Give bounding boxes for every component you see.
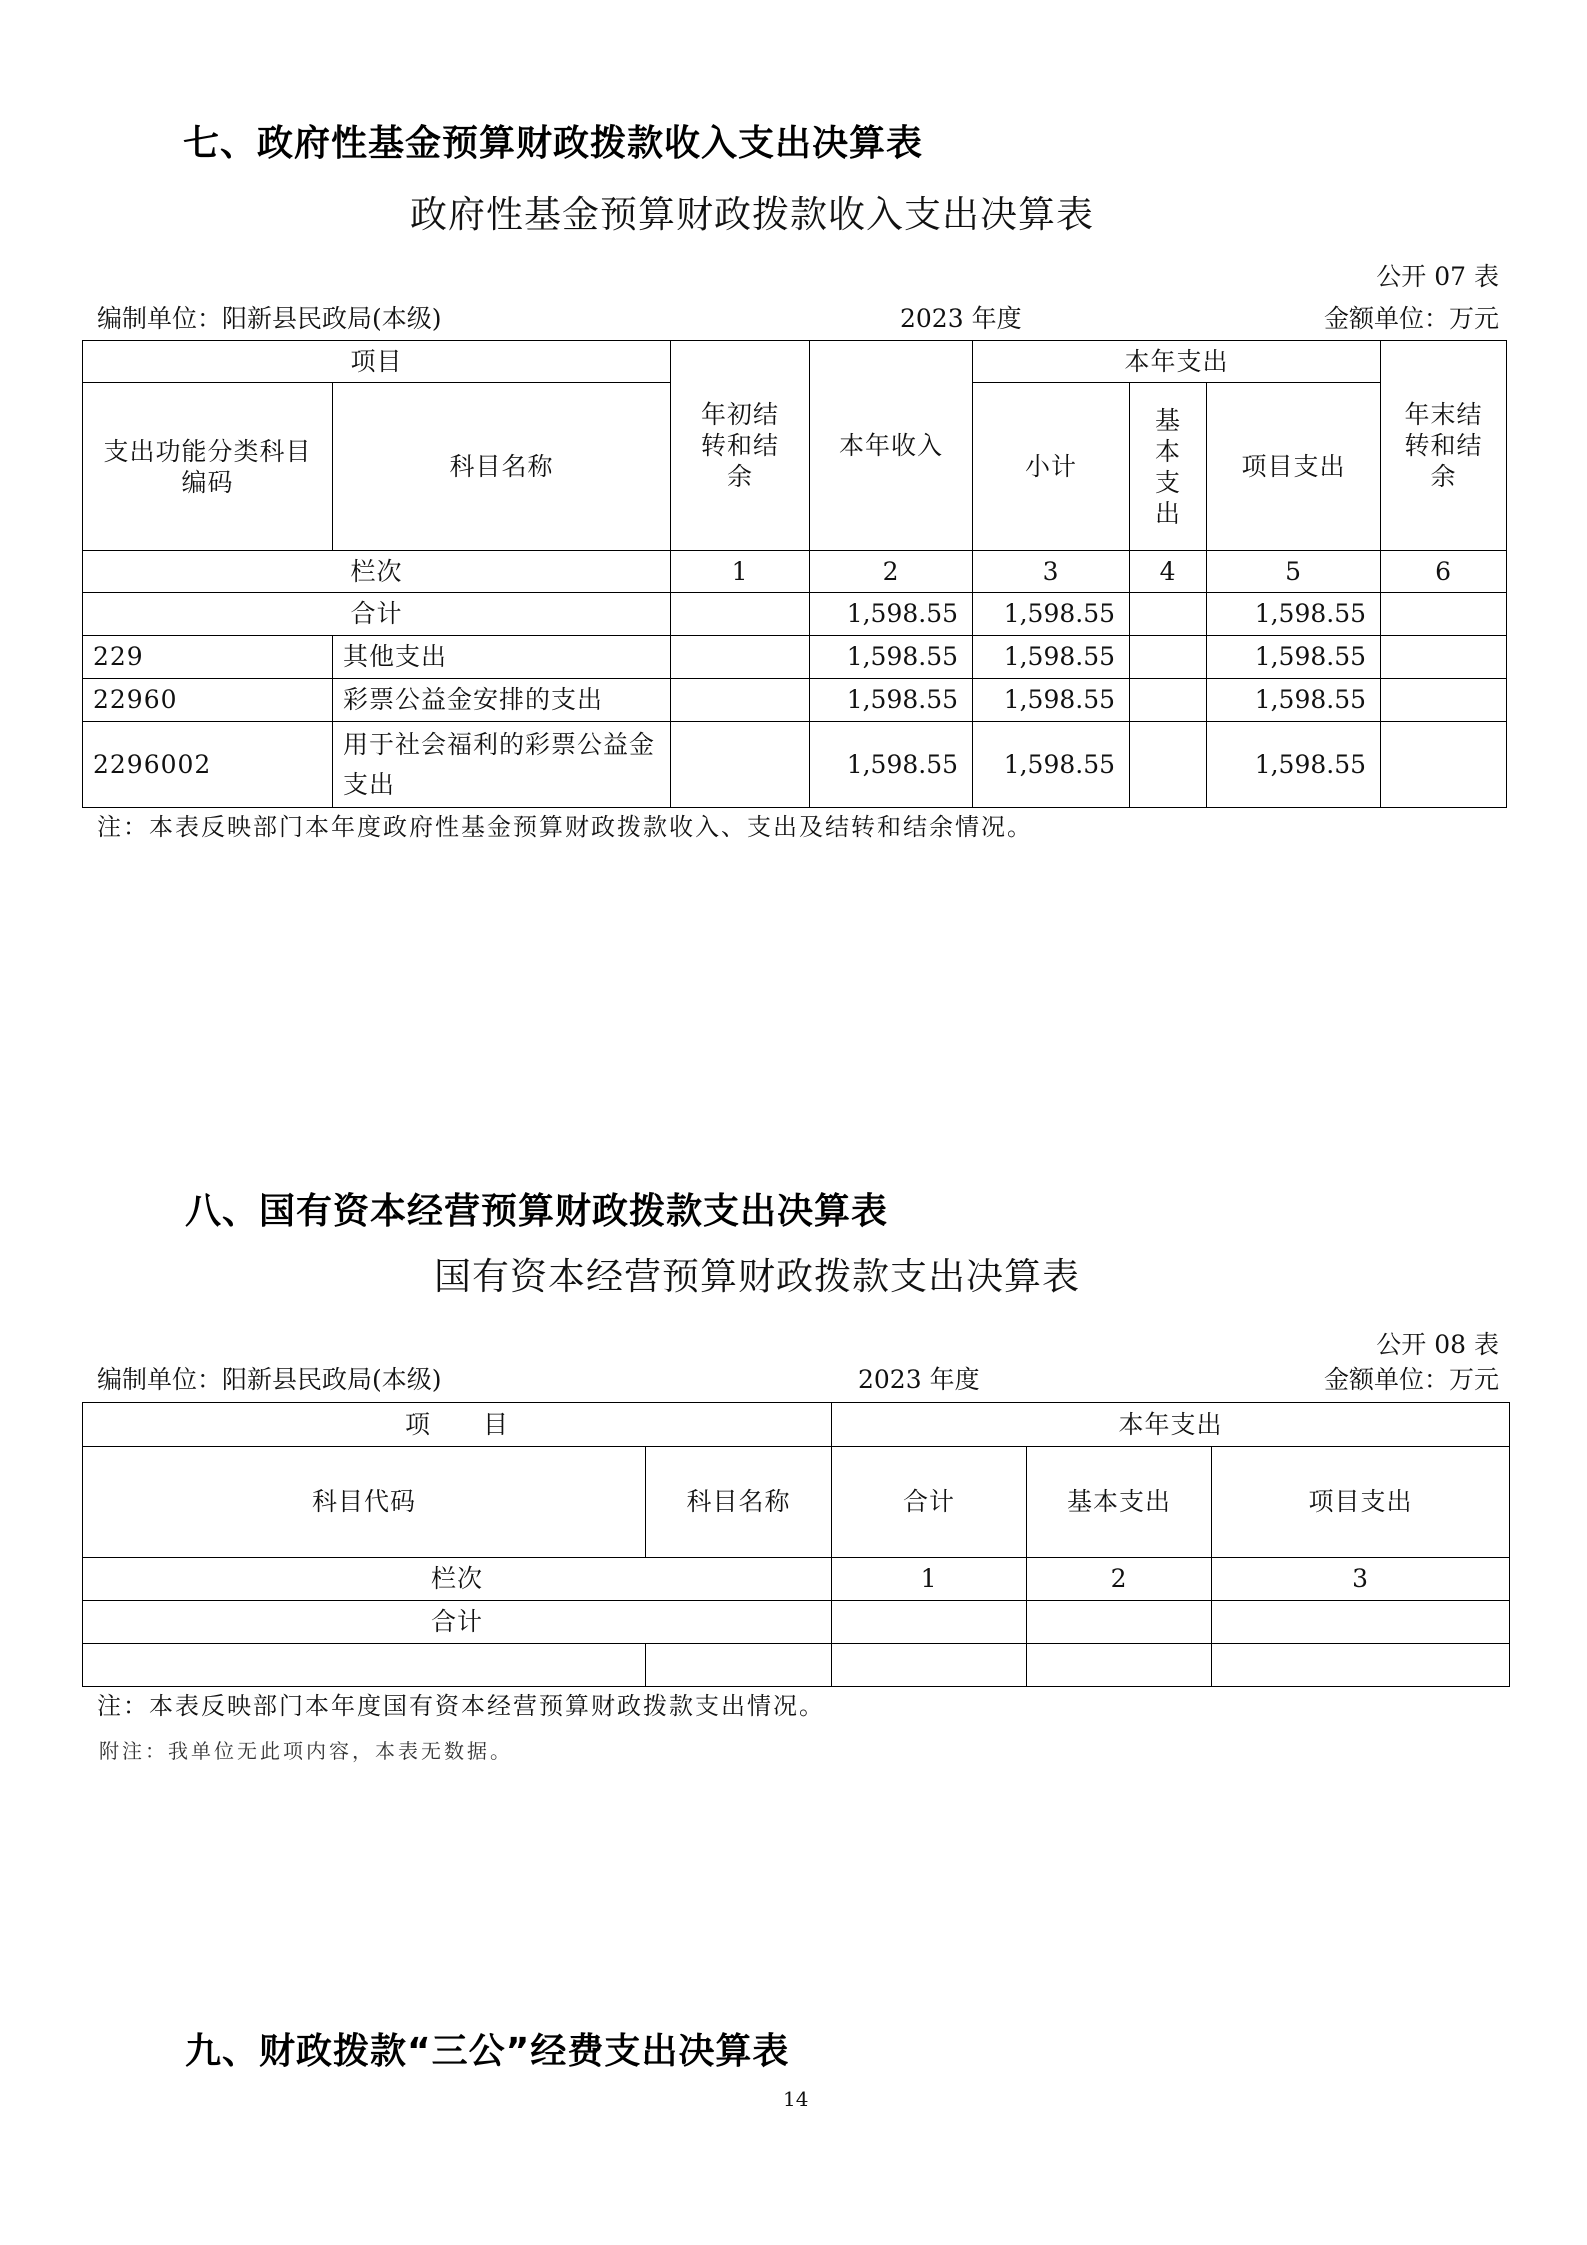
total-project: 1,598.55 — [1207, 593, 1381, 636]
section-7-compiling-unit: 编制单位：阳新县民政局(本级) — [97, 304, 442, 333]
total-sum — [832, 1601, 1027, 1644]
row-name: 彩票公益金安排的支出 — [333, 679, 671, 722]
section-8-heading: 八、国有资本经营预算财政拨款支出决算表 — [185, 1191, 889, 1232]
table-row — [83, 636, 1507, 679]
section-8-note: 注：本表反映部门本年度国有资本经营预算财政拨款支出情况。 — [97, 1692, 825, 1720]
table-row — [83, 1644, 1510, 1687]
header-current-income: 本年收入 — [810, 341, 973, 551]
total-subtotal: 1,598.55 — [973, 593, 1130, 636]
header-subject-code: 科目代码 — [83, 1447, 646, 1558]
row-code: 229 — [83, 636, 333, 679]
column-number: 6 — [1381, 551, 1507, 593]
row-code: 22960 — [83, 679, 333, 722]
header-basic-expense: 基本支出 — [1027, 1447, 1212, 1558]
header-total: 合计 — [832, 1447, 1027, 1558]
row-closing — [1381, 636, 1507, 679]
row-income: 1,598.55 — [810, 636, 973, 679]
column-number-row — [83, 551, 1507, 593]
total-income: 1,598.55 — [810, 593, 973, 636]
column-number: 1 — [671, 551, 810, 593]
section-9-heading: 九、财政拨款“三公”经费支出决算表 — [185, 2031, 790, 2072]
row-opening — [671, 636, 810, 679]
header-item: 项目 — [83, 341, 671, 383]
total-row — [83, 593, 1507, 636]
total-project — [1212, 1601, 1510, 1644]
header-subject-name: 科目名称 — [646, 1447, 832, 1558]
header-current-expense: 本年支出 — [832, 1403, 1510, 1447]
header-item: 项 目 — [83, 1403, 832, 1447]
state-capital-budget-table — [82, 1402, 1510, 1687]
header-project-expense: 项目支出 — [1207, 383, 1381, 551]
section-7-table-number: 公开 07 表 — [1376, 262, 1499, 291]
column-number-row — [83, 1558, 1510, 1601]
row-closing — [1381, 722, 1507, 808]
column-number: 4 — [1130, 551, 1207, 593]
row-basic — [1130, 636, 1207, 679]
row-opening — [671, 679, 810, 722]
column-number-label: 栏次 — [83, 551, 671, 593]
section-7-year: 2023 年度 — [900, 304, 1022, 333]
header-function-code: 支出功能分类科目编码 — [83, 383, 333, 551]
row-subtotal: 1,598.55 — [973, 722, 1130, 808]
section-8-table-title: 国有资本经营预算财政拨款支出决算表 — [434, 1255, 1080, 1298]
total-label: 合计 — [83, 593, 671, 636]
table-row — [83, 722, 1507, 808]
section-7-table-title: 政府性基金预算财政拨款收入支出决算表 — [410, 193, 1094, 236]
row-income: 1,598.55 — [810, 722, 973, 808]
section-8-compiling-unit: 编制单位：阳新县民政局(本级) — [97, 1365, 442, 1394]
total-opening — [671, 593, 810, 636]
empty-cell — [646, 1644, 832, 1687]
header-closing-balance: 年末结转和结余 — [1381, 341, 1507, 551]
row-name: 用于社会福利的彩票公益金支出 — [333, 722, 671, 808]
government-fund-budget-table — [82, 340, 1507, 808]
column-number: 2 — [1027, 1558, 1212, 1601]
column-number: 5 — [1207, 551, 1381, 593]
header-basic-expense: 基本支出 — [1130, 383, 1207, 551]
section-7-heading: 七、政府性基金预算财政拨款收入支出决算表 — [183, 123, 924, 164]
column-number: 1 — [832, 1558, 1027, 1601]
header-subtotal: 小计 — [973, 383, 1130, 551]
row-closing — [1381, 679, 1507, 722]
total-basic — [1027, 1601, 1212, 1644]
column-number: 3 — [973, 551, 1130, 593]
empty-cell — [832, 1644, 1027, 1687]
header-opening-balance: 年初结转和结余 — [671, 341, 810, 551]
header-project-expense: 项目支出 — [1212, 1447, 1510, 1558]
section-8-table-number: 公开 08 表 — [1376, 1330, 1499, 1359]
empty-cell — [83, 1644, 646, 1687]
row-income: 1,598.55 — [810, 679, 973, 722]
empty-cell — [1027, 1644, 1212, 1687]
empty-cell — [1212, 1644, 1510, 1687]
row-basic — [1130, 679, 1207, 722]
section-7-note: 注：本表反映部门本年度政府性基金预算财政拨款收入、支出及结转和结余情况。 — [97, 813, 1033, 841]
header-subject-name: 科目名称 — [333, 383, 671, 551]
column-number: 3 — [1212, 1558, 1510, 1601]
row-subtotal: 1,598.55 — [973, 636, 1130, 679]
row-code: 2296002 — [83, 722, 333, 808]
row-name: 其他支出 — [333, 636, 671, 679]
header-current-expense: 本年支出 — [973, 341, 1381, 383]
section-8-appendix-note: 附注：我单位无此项内容，本表无数据。 — [99, 1739, 513, 1763]
row-subtotal: 1,598.55 — [973, 679, 1130, 722]
total-closing — [1381, 593, 1507, 636]
row-project: 1,598.55 — [1207, 722, 1381, 808]
page-number: 14 — [783, 2087, 809, 2111]
total-basic — [1130, 593, 1207, 636]
section-8-amount-unit: 金额单位：万元 — [1323, 1365, 1499, 1394]
row-project: 1,598.55 — [1207, 679, 1381, 722]
section-7-amount-unit: 金额单位：万元 — [1323, 304, 1499, 333]
column-number-label: 栏次 — [83, 1558, 832, 1601]
total-label: 合计 — [83, 1601, 832, 1644]
row-opening — [671, 722, 810, 808]
section-8-year: 2023 年度 — [858, 1365, 980, 1394]
row-project: 1,598.55 — [1207, 636, 1381, 679]
row-basic — [1130, 722, 1207, 808]
column-number: 2 — [810, 551, 973, 593]
total-row — [83, 1601, 1510, 1644]
table-row — [83, 679, 1507, 722]
